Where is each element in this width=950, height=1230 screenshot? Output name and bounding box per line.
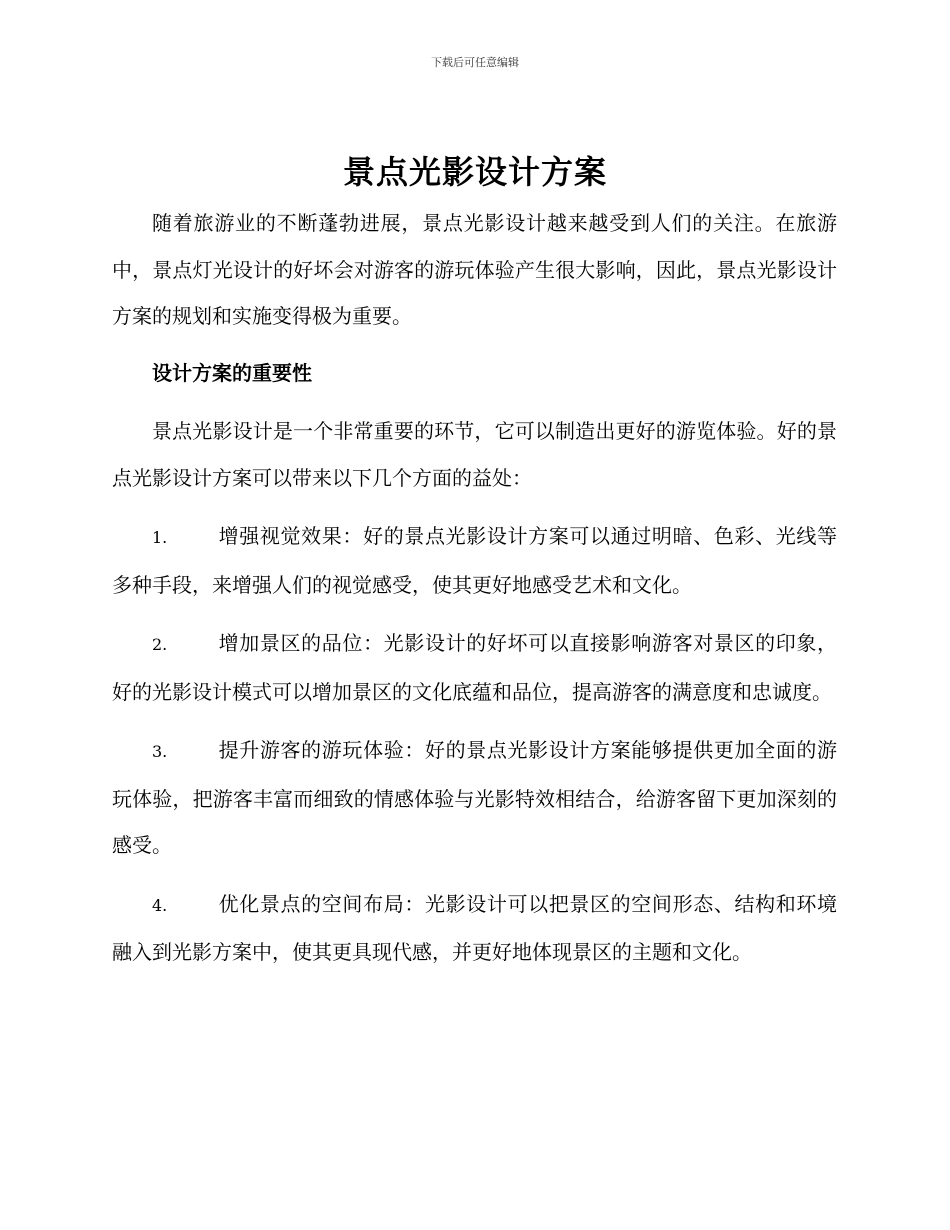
list-number: 2.	[152, 635, 168, 654]
section-intro-paragraph: 景点光影设计是一个非常重要的环节，它可以制造出更好的游览体验。好的景点光影设计方案可以带来以下几个方面的益处：	[112, 419, 837, 490]
list-item	[112, 881, 837, 976]
spacer	[112, 869, 837, 881]
list-number: 3.	[152, 742, 168, 761]
list-number: 4.	[152, 895, 168, 915]
spacer	[112, 396, 837, 408]
spacer	[112, 608, 837, 620]
intro-paragraph: 随着旅游业的不断蓬勃进展，景点光影设计越来越受到人们的关注。在旅游中，景点灯光设计的好坏会对游客的游玩体验产生很大影响，因此，景点光影设计方案的规划和实施变得极为重要。	[112, 211, 837, 328]
list-item	[112, 513, 837, 608]
document-body	[112, 200, 837, 976]
spacer	[112, 715, 837, 727]
document-title: 景点光影设计方案	[342, 153, 607, 191]
header-note: 下载后可任意编辑	[431, 56, 519, 69]
list-item	[112, 727, 837, 869]
section-heading: 设计方案的重要性	[152, 360, 312, 385]
list-item-text: 优化景点的空间布局：光影设计可以把景区的空间形态、结构和环境融入到光影方案中，使其更具现代感，并更好地体现景区的主题和文化。	[112, 891, 837, 964]
spacer	[112, 501, 837, 513]
list-item-text: 增强视觉效果：好的景点光影设计方案可以通过明暗、色彩、光线等多种手段，来增强人们的视觉感受，使其更好地感受艺术和文化。	[112, 524, 837, 597]
list-item-text: 增加景区的品位：光影设计的好坏可以直接影响游客对景区的印象，好的光影设计模式可以增加景区的文化底蕴和品位，提高游客的满意度和忠诚度。	[112, 631, 837, 704]
list-item	[112, 620, 837, 715]
list-item-text: 提升游客的游玩体验：好的景点光影设计方案能够提供更加全面的游玩体验，把游客丰富而细致的情感体验与光影特效相结合，给游客留下更加深刻的感受。	[112, 738, 837, 857]
list-number: 1.	[152, 528, 168, 547]
